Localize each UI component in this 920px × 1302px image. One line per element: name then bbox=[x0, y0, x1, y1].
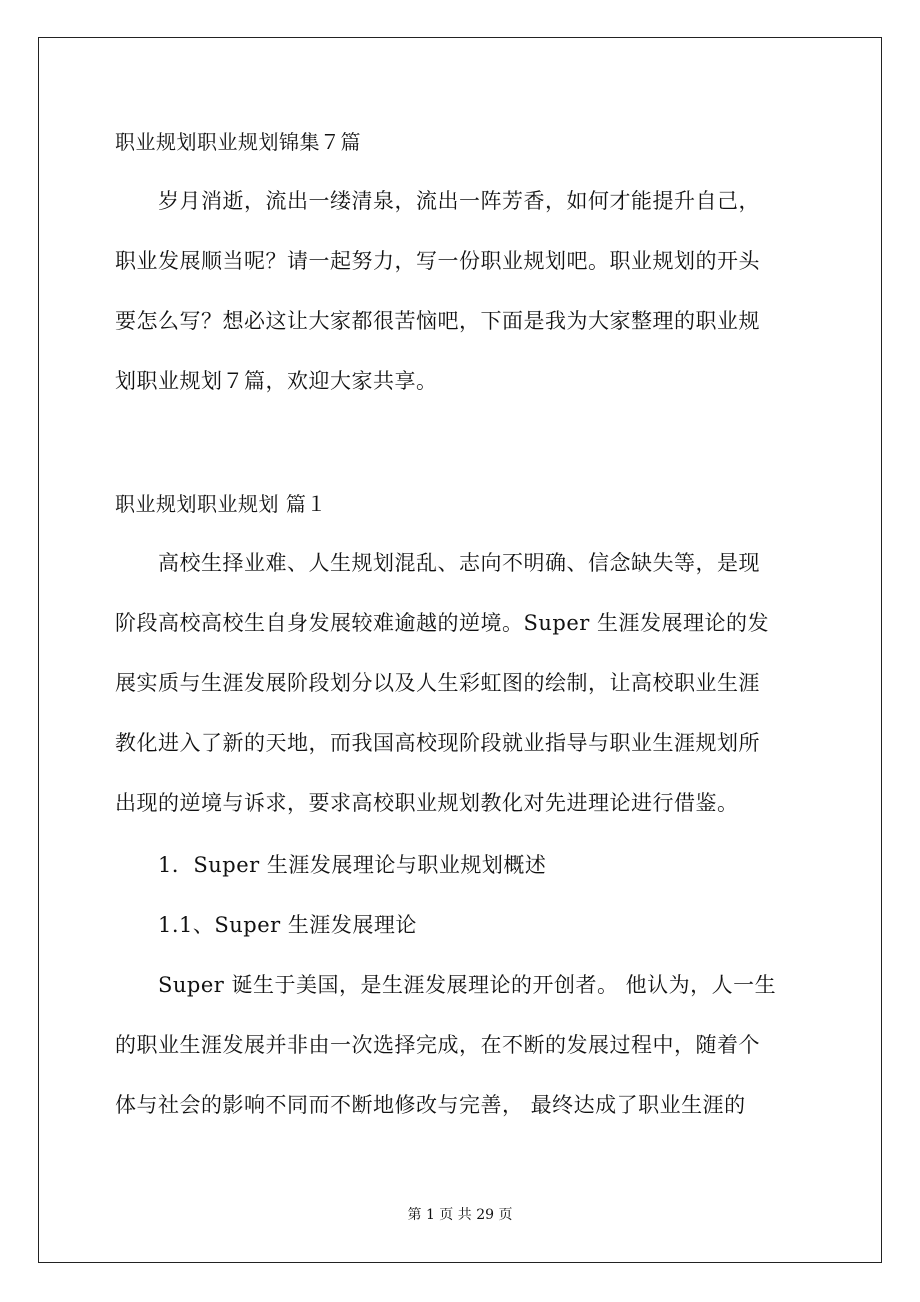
paragraph-line-3: 展实质与生涯发展阶段划分以及人生彩虹图的绘制，让高校职业生涯 bbox=[115, 671, 760, 695]
paragraph-line-1: 高校生择业难、人生规划混乱、志向不明确、信念缺失等，是现 bbox=[158, 551, 760, 575]
section-heading: 职业规划职业规划 篇１ bbox=[115, 492, 327, 516]
paragraph-line-5: 出现的逆境与诉求，要求高校职业规划教化对先进理论进行借鉴。 bbox=[115, 791, 739, 815]
subheading-2: 1.1、Super 生涯发展理论 bbox=[158, 913, 417, 937]
final-line-2: 的职业生涯发展并非由一次选择完成，在不断的发展过程中，随着个 bbox=[115, 1033, 760, 1057]
page-border bbox=[38, 37, 882, 1263]
subheading-1: 1．Super 生涯发展理论与职业规划概述 bbox=[158, 853, 547, 877]
intro-line-3: 要怎么写？想必这让大家都很苦恼吧，下面是我为大家整理的职业规 bbox=[115, 309, 760, 333]
intro-line-4: 划职业规划７篇，欢迎大家共享。 bbox=[115, 369, 438, 393]
page-number-footer: 第 1 页 共 29 页 bbox=[407, 1207, 513, 1223]
intro-line-2: 职业发展顺当呢？请一起努力，写一份职业规划吧。职业规划的开头 bbox=[115, 249, 760, 273]
document-title: 职业规划职业规划锦集７篇 bbox=[115, 130, 361, 154]
intro-line-1: 岁月消逝，流出一缕清泉，流出一阵芳香，如何才能提升自己， bbox=[158, 189, 760, 213]
final-line-1: Super 诞生于美国，是生涯发展理论的开创者。 他认为，人一生 bbox=[158, 973, 777, 997]
paragraph-line-2: 阶段高校高校生自身发展较难逾越的逆境。Super 生涯发展理论的发 bbox=[115, 611, 769, 635]
final-line-3: 体与社会的影响不同而不断地修改与完善， 最终达成了职业生涯的 bbox=[115, 1093, 746, 1117]
paragraph-line-4: 教化进入了新的天地，而我国高校现阶段就业指导与职业生涯规划所 bbox=[115, 731, 760, 755]
